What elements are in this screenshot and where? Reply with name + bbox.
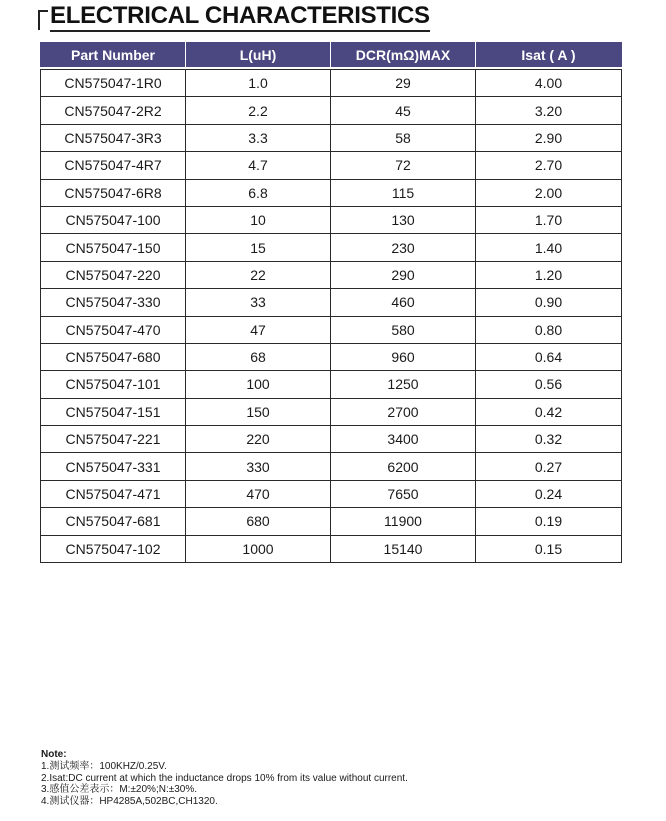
table-row	[41, 371, 622, 398]
table-row	[41, 179, 622, 206]
isat-cell: 1.70	[476, 206, 622, 233]
part-number-cell: CN575047-102	[41, 535, 186, 562]
table-row	[41, 343, 622, 370]
dcr-cell: 130	[331, 206, 476, 233]
note-line-1: 1.测试频率：100KHZ/0.25V.	[41, 760, 167, 772]
dcr-cell: 580	[331, 316, 476, 343]
note-line-2: 2.Isat:DC current at which the inductance drops 10% from its value without current.	[41, 772, 408, 784]
table-row	[41, 426, 622, 453]
header-row	[41, 42, 622, 67]
table-row	[41, 234, 622, 261]
table-row	[41, 508, 622, 535]
notes	[41, 749, 408, 808]
isat-cell: 0.42	[476, 398, 622, 425]
inductance-cell: 100	[186, 371, 331, 398]
inductance-cell: 33	[186, 289, 331, 316]
part-number-cell: CN575047-6R8	[41, 179, 186, 206]
dcr-cell: 230	[331, 234, 476, 261]
dcr-cell: 11900	[331, 508, 476, 535]
part-number-cell: CN575047-681	[41, 508, 186, 535]
part-number-cell: CN575047-221	[41, 426, 186, 453]
isat-cell: 0.64	[476, 343, 622, 370]
header-inductance: L(uH)	[186, 42, 331, 67]
inductance-cell: 1000	[186, 535, 331, 562]
dcr-cell: 45	[331, 97, 476, 124]
table-row	[41, 535, 622, 562]
note-line-3: 3.感值公差表示：M:±20%;N:±30%.	[41, 784, 198, 796]
inductance-cell: 470	[186, 480, 331, 507]
notes-title: Note:	[41, 749, 67, 760]
dcr-cell: 1250	[331, 371, 476, 398]
isat-cell: 4.00	[476, 70, 622, 97]
header-part-number: Part Number	[41, 42, 186, 67]
isat-cell: 0.80	[476, 316, 622, 343]
note-line-4: 4.测试仪器：HP4285A,502BC,CH1320.	[41, 796, 218, 808]
part-number-cell: CN575047-101	[41, 371, 186, 398]
table-row	[41, 152, 622, 179]
dcr-cell: 7650	[331, 480, 476, 507]
isat-cell: 2.00	[476, 179, 622, 206]
dcr-cell: 15140	[331, 535, 476, 562]
part-number-cell: CN575047-4R7	[41, 152, 186, 179]
part-number-cell: CN575047-151	[41, 398, 186, 425]
inductance-cell: 22	[186, 261, 331, 288]
part-number-cell: CN575047-330	[41, 289, 186, 316]
table-row	[41, 398, 622, 425]
table-row	[41, 206, 622, 233]
isat-cell: 0.24	[476, 480, 622, 507]
part-number-cell: CN575047-470	[41, 316, 186, 343]
inductance-cell: 6.8	[186, 179, 331, 206]
inductance-cell: 680	[186, 508, 331, 535]
inductance-cell: 15	[186, 234, 331, 261]
inductance-cell: 68	[186, 343, 331, 370]
part-number-cell: CN575047-220	[41, 261, 186, 288]
isat-cell: 1.40	[476, 234, 622, 261]
part-number-cell: CN575047-1R0	[41, 70, 186, 97]
table-row	[41, 453, 622, 480]
dcr-cell: 6200	[331, 453, 476, 480]
table-row	[41, 97, 622, 124]
isat-cell: 0.19	[476, 508, 622, 535]
part-number-cell: CN575047-2R2	[41, 97, 186, 124]
isat-cell: 3.20	[476, 97, 622, 124]
dcr-cell: 290	[331, 261, 476, 288]
dcr-cell: 3400	[331, 426, 476, 453]
isat-cell: 0.15	[476, 535, 622, 562]
part-number-cell: CN575047-3R3	[41, 124, 186, 151]
table-header	[41, 42, 622, 70]
part-number-cell: CN575047-150	[41, 234, 186, 261]
inductance-cell: 220	[186, 426, 331, 453]
isat-cell: 1.20	[476, 261, 622, 288]
table-row	[41, 316, 622, 343]
dcr-cell: 72	[331, 152, 476, 179]
table-row	[41, 480, 622, 507]
table-row	[41, 70, 622, 97]
table-row	[41, 261, 622, 288]
part-number-cell: CN575047-100	[41, 206, 186, 233]
part-number-cell: CN575047-680	[41, 343, 186, 370]
dcr-cell: 460	[331, 289, 476, 316]
inductance-cell: 150	[186, 398, 331, 425]
isat-cell: 2.90	[476, 124, 622, 151]
inductance-cell: 10	[186, 206, 331, 233]
dcr-cell: 960	[331, 343, 476, 370]
inductance-cell: 4.7	[186, 152, 331, 179]
header-dcr: DCR(mΩ)MAX	[331, 42, 476, 67]
electrical-characteristics-table	[40, 42, 622, 563]
table-row	[41, 289, 622, 316]
inductance-cell: 330	[186, 453, 331, 480]
isat-cell: 0.90	[476, 289, 622, 316]
part-number-cell: CN575047-331	[41, 453, 186, 480]
inductance-cell: 1.0	[186, 70, 331, 97]
table-row	[41, 124, 622, 151]
table-body	[41, 70, 622, 563]
dcr-cell: 115	[331, 179, 476, 206]
inductance-cell: 3.3	[186, 124, 331, 151]
dcr-cell: 2700	[331, 398, 476, 425]
isat-cell: 0.32	[476, 426, 622, 453]
part-number-cell: CN575047-471	[41, 480, 186, 507]
inductance-cell: 2.2	[186, 97, 331, 124]
dcr-cell: 29	[331, 70, 476, 97]
page-title: ELECTRICAL CHARACTERISTICS	[50, 2, 430, 32]
isat-cell: 0.56	[476, 371, 622, 398]
isat-cell: 2.70	[476, 152, 622, 179]
header-isat: Isat ( A )	[476, 42, 622, 67]
inductance-cell: 47	[186, 316, 331, 343]
isat-cell: 0.27	[476, 453, 622, 480]
dcr-cell: 58	[331, 124, 476, 151]
title-bracket	[38, 10, 48, 30]
